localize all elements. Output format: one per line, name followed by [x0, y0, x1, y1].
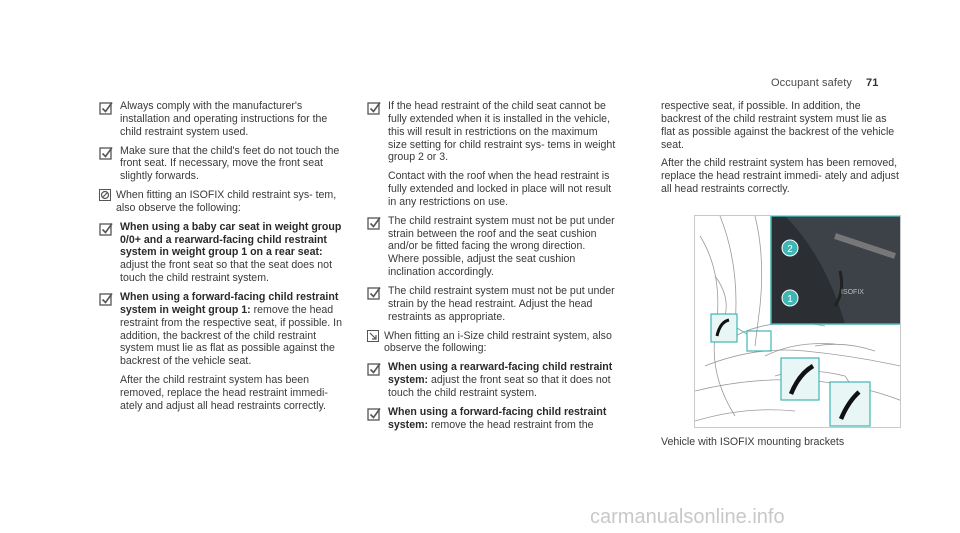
item-text: The child restraint system must not be put under strain between the roof and the seat cushion and/or be fitted facing the wrong direction. Where possible, adjust the seat cushion inclination accordingly. [388, 214, 615, 279]
paragraph: Contact with the roof when the head restraint is fully extended and locked in place will not result in any restrictions on use. [388, 170, 612, 208]
callout-1 [782, 290, 798, 306]
item-heading: When using a forward-facing child restraint system in weight group 1: [120, 290, 339, 316]
callout-number: 1 [787, 294, 793, 305]
i-size-symbol-icon [367, 330, 379, 342]
checklist-item [99, 291, 349, 368]
checklist-item [99, 145, 349, 184]
item-text: remove the head restraint from the [431, 418, 594, 431]
checklist-item [367, 215, 619, 279]
callout-2 [782, 240, 798, 256]
paragraph: After the child restraint system has been removed, replace the head restraint immedi- ately and adjust all head restraints correctly. [661, 157, 899, 196]
info-text: When fitting an ISOFIX child restraint sys- tem, also observe the following: [116, 189, 337, 214]
checkmark-icon [99, 222, 113, 236]
paragraph: After the child restraint system has been removed, replace the head restraint immedi- ately and adjust all head restraints correctly. [120, 374, 328, 412]
item-text: Always comply with the manufacturer's installation and operating instructions for the child restraint system used. [120, 100, 328, 138]
figure-caption: Vehicle with ISOFIX mounting brackets [661, 436, 845, 448]
checkmark-icon [367, 362, 381, 376]
checklist-item [367, 100, 619, 164]
info-item [99, 189, 349, 215]
checkmark-icon [99, 146, 113, 160]
checkmark-icon [367, 407, 381, 421]
info-text: When fitting an i-Size child restraint system, also observe the following: [384, 329, 612, 355]
item-heading: When using a baby car seat in weight group 0/0+ and a rearward-facing child restraint system in weight group 1 on a rear seat: [120, 220, 342, 259]
item-text: adjust the front seat so that it does not touch the child restraint system. [388, 374, 611, 399]
item-text: Make sure that the child's feet do not touch the front seat. If necessary, move the front seat slightly forwards. [120, 144, 340, 183]
item-heading: When using a rearward-facing child restraint system: [388, 361, 613, 387]
page-number: 71 [866, 77, 879, 89]
column-2 [367, 100, 619, 437]
column-1 [99, 100, 349, 419]
info-item [367, 330, 619, 356]
callout-number: 2 [787, 244, 793, 255]
column-3 [661, 100, 901, 202]
checklist-item [367, 406, 619, 432]
vehicle-seat-illustration [695, 216, 901, 428]
item-heading: When using a forward-facing child restraint system: [388, 405, 607, 431]
checklist-item [99, 100, 349, 139]
isofix-symbol-icon [99, 189, 111, 201]
item-text: If the head restraint of the child seat cannot be fully extended when it is installed in the vehicle, this will result in restrictions on the maximum size setting for child restraint sys- tems in weight group 2 or 3. [388, 100, 616, 164]
item-text: The child restraint system must not be put under strain by the head restraint. Adjust the head restraints as appropriate. [388, 284, 615, 323]
isofix-label: ISOFIX [841, 289, 864, 296]
section-title: Occupant safety [771, 77, 852, 89]
watermark: carmanualsonline.info [590, 506, 785, 528]
item-text: adjust the front seat so that the seat does not touch the child restraint system. [120, 259, 333, 285]
checkmark-icon [367, 286, 381, 300]
checkmark-icon [367, 101, 381, 115]
item-text: remove the head restraint from the respective seat, if possible. In addition, the backrest of the child restraint system must lie as flat as possible against the backrest of the vehicle seat. [120, 303, 342, 368]
paragraph: respective seat, if possible. In addition, the backrest of the child restraint system must lie as flat as possible against the backrest of the vehicle seat. [661, 100, 895, 151]
page-header [771, 77, 878, 89]
checklist-item [367, 285, 619, 324]
isofix-figure [694, 215, 901, 428]
checkmark-icon [99, 101, 113, 115]
checkmark-icon [99, 292, 113, 306]
checklist-item [99, 221, 349, 285]
checkmark-icon [367, 216, 381, 230]
checklist-item [367, 361, 619, 400]
